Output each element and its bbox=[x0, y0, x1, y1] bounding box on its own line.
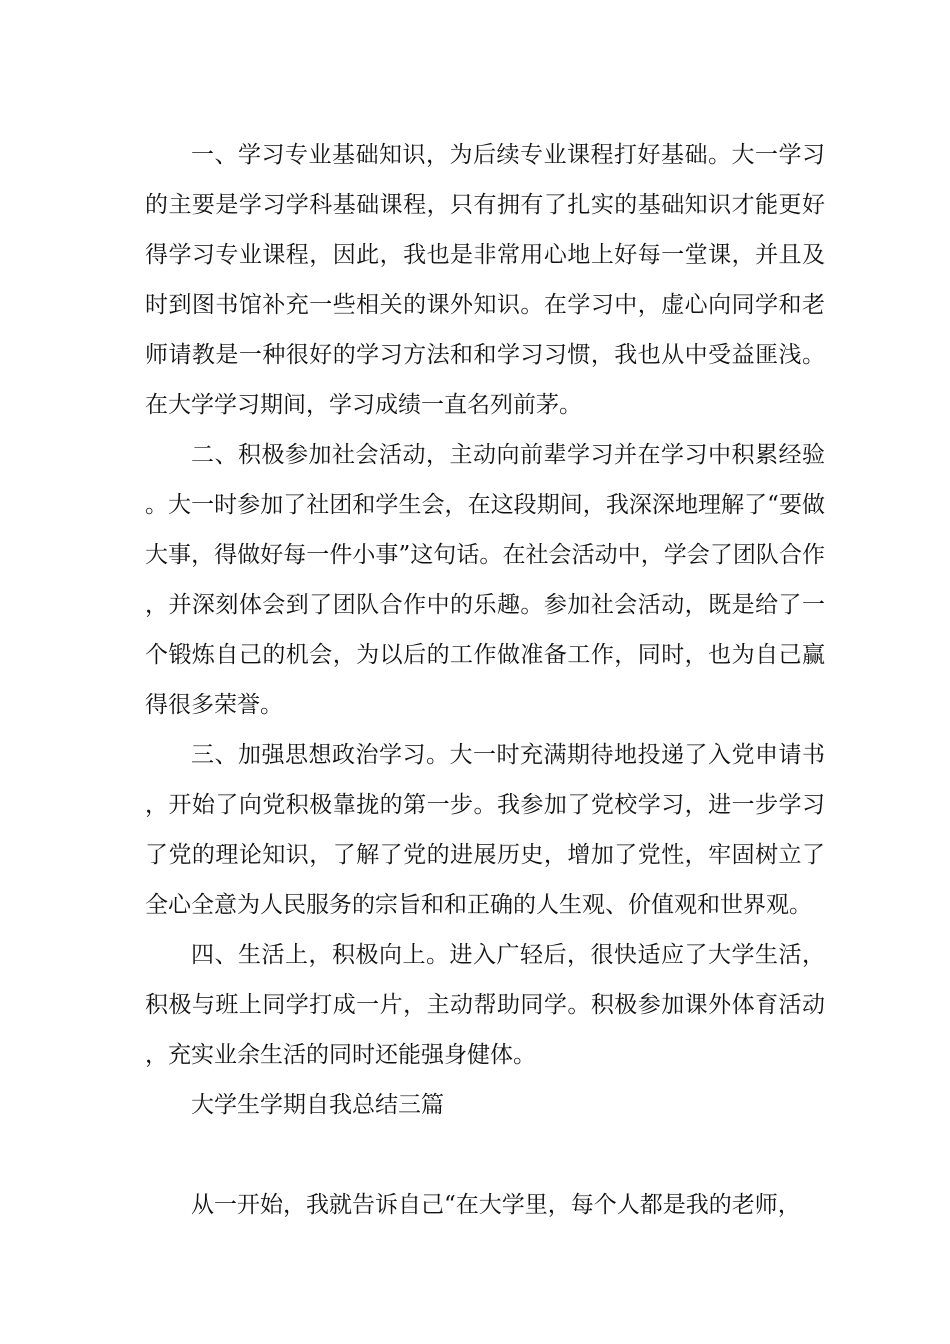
paragraph-2: 二、积极参加社会活动，主动向前辈学习并在学习中积累经验。大一时参加了社团和学生会，在这段期间，我深深地理解了“要做大事，得做好每一件小事”这句话。在社会活动中，学会了团队合作，并深刻体会到了团队合作中的乐趣。参加社会活动，既是给了一个锻炼自己的机会，为以后的工作做准备工作，同时，也为自己赢得很多荣誉。 bbox=[145, 442, 825, 718]
closing-paragraph: 从一开始，我就告诉自己“在大学里，每个人都是我的老师， bbox=[191, 1192, 801, 1218]
paragraph-4: 四、生活上，积极向上。进入广轻后，很快适应了大学生活，积极与班上同学打成一片，主动帮助同学。积极参加课外体育活动，充实业余生活的同时还能强身健体。 bbox=[145, 942, 825, 1068]
paragraph-1: 一、学习专业基础知识，为后续专业课程打好基础。大一学习的主要是学习学科基础课程，只有拥有了扎实的基础知识才能更好得学习专业课程，因此，我也是非常用心地上好每一堂课，并且及时到图书馆补充一些相关的课外知识。在学习中，虚心向同学和老师请教是一种很好的学习方法和和学习习惯，我也从中受益匪浅。在大学学习期间，学习成绩一直名列前茅。 bbox=[145, 142, 825, 418]
paragraph-3: 三、加强思想政治学习。大一时充满期待地投递了入党申请书，开始了向党积极靠拢的第一步。我参加了党校学习，进一步学习了党的理论知识，了解了党的进展历史，增加了党性，牢固树立了全心全意为人民服务的宗旨和和正确的人生观、价值观和世界观。 bbox=[145, 742, 825, 918]
section-title: 大学生学期自我总结三篇 bbox=[191, 1092, 444, 1118]
document-body bbox=[145, 130, 825, 1230]
